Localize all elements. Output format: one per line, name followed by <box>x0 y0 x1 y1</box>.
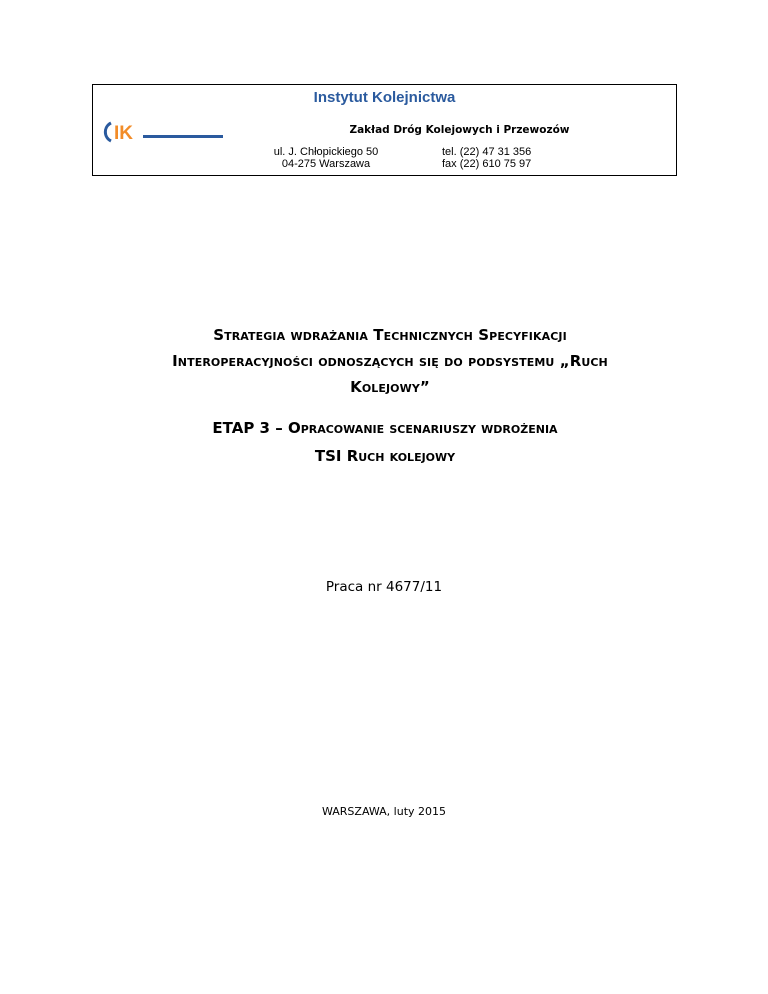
stage-line-1: ETAP 3 – Opracowanie scenariuszy wdrożenia <box>212 419 558 437</box>
address-block <box>256 146 396 170</box>
ik-logo-icon <box>97 119 225 145</box>
document-title <box>60 322 720 400</box>
fax-number: fax (22) 610 75 97 <box>442 158 532 170</box>
phone-number: tel. (22) 47 31 356 <box>442 146 532 158</box>
place-and-date: WARSZAWA, luty 2015 <box>321 805 447 818</box>
institute-name: Instytut Kolejnictwa <box>313 89 456 106</box>
title-line-1: Strategia wdrażania Technicznych Specyfikacji <box>213 326 567 344</box>
department-name: Zakład Dróg Kolejowych i Przewozów <box>349 124 570 136</box>
institute-header-box <box>92 84 677 176</box>
contact-block <box>442 146 602 170</box>
logo-text: IK <box>114 123 133 144</box>
address-street: ul. J. Chłopickiego 50 <box>273 146 379 158</box>
title-line-3: Kolejowy” <box>350 378 430 396</box>
stage-line-2: TSI Ruch kolejowy <box>314 447 456 465</box>
title-line-2: Interoperacyjności odnoszących się do podsystemu „Ruch <box>172 352 608 370</box>
address-city: 04-275 Warszawa <box>281 158 371 170</box>
work-number: Praca nr 4677/11 <box>325 579 443 595</box>
stage-heading <box>60 414 710 470</box>
